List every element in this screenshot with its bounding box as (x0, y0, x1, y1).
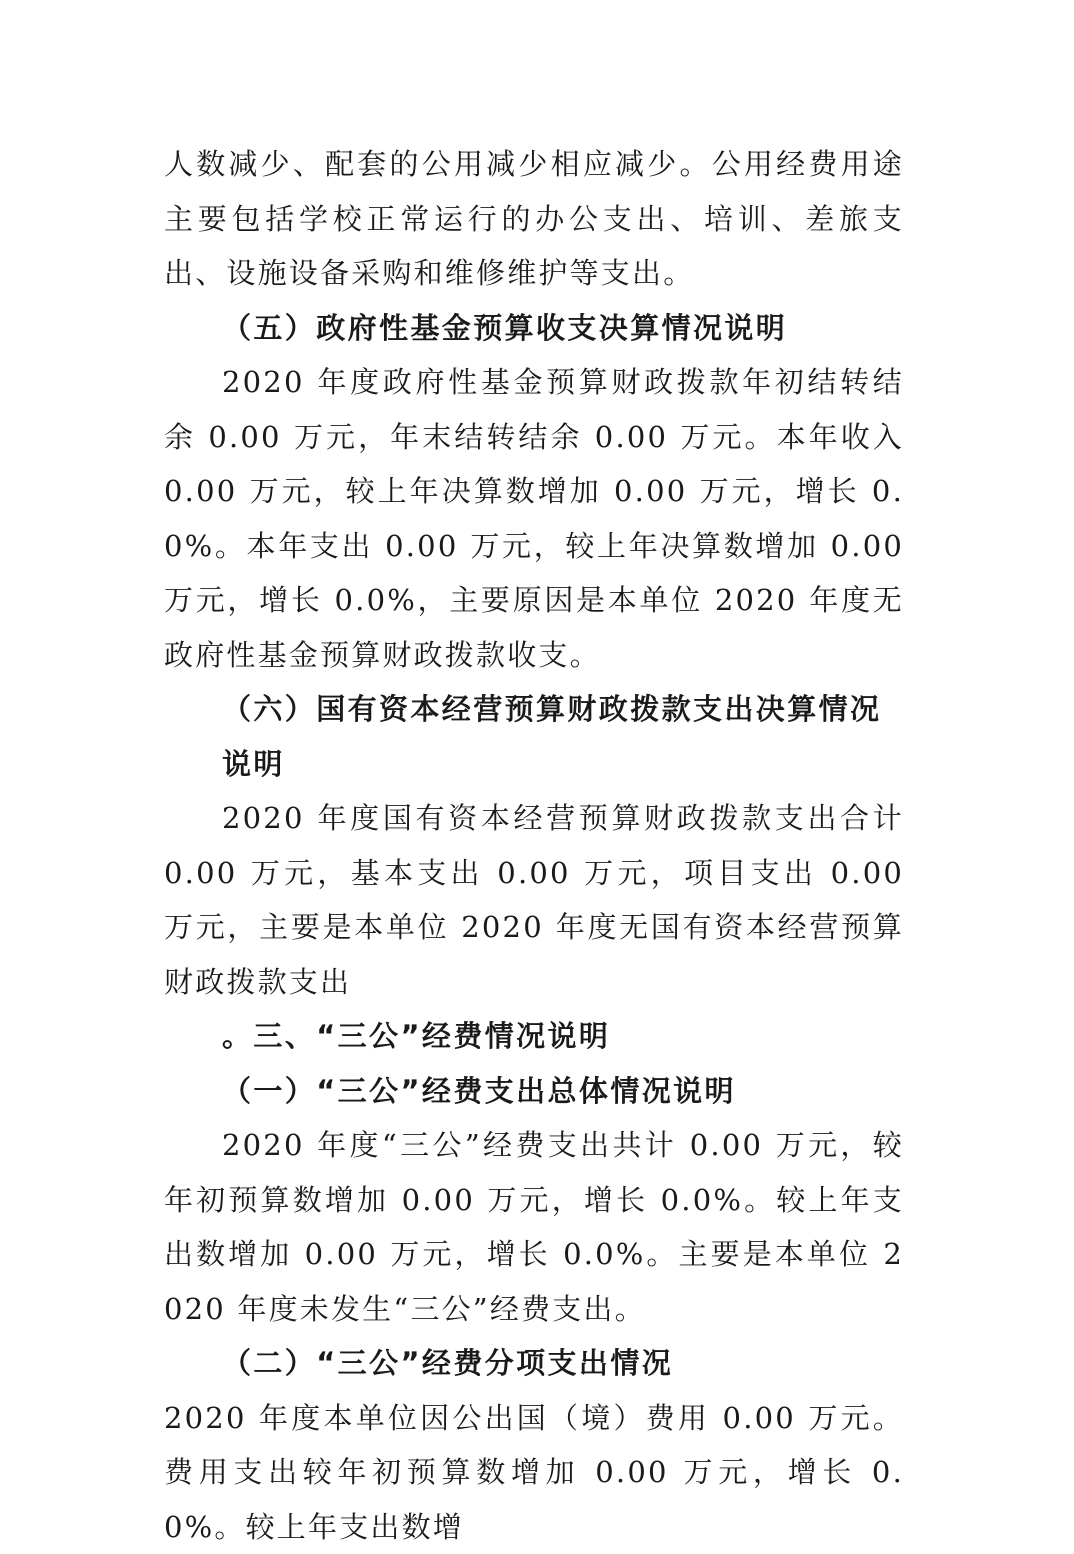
paragraph-government-fund: 2020 年度政府性基金预算财政拨款年初结转结余 0.00 万元，年末结转结余 0.00 万元。本年收入 0.00 万元，较上年决算数增加 0.00 万元，增长 0.0%。本年支出 0.00 万元，较上年决算数增加 0.00 万元，增长 0.0%，主要原因是本单位 2020 年度无政府性基金预算财政拨款收支。 (164, 355, 904, 682)
document-body (164, 137, 904, 1554)
paragraph-three-public-overall: 2020 年度“三公”经费支出共计 0.00 万元，较年初预算数增加 0.00 万元，增长 0.0%。较上年支出数增加 0.00 万元，增长 0.0%。主要是本单位 2020 年度未发生“三公”经费支出。 (164, 1118, 904, 1336)
heading-state-capital: （六）国有资本经营预算财政拨款支出决算情况说明 (164, 682, 904, 791)
heading-three-public-overall: （一）“三公”经费支出总体情况说明 (164, 1064, 904, 1119)
paragraph-three-public-itemized: 2020 年度本单位因公出国（境）费用 0.00 万元。费用支出较年初预算数增加 0.00 万元，增长 0.0%。较上年支出数增 (164, 1391, 904, 1554)
paragraph-state-capital: 2020 年度国有资本经营预算财政拨款支出合计 0.00 万元，基本支出 0.00 万元，项目支出 0.00 万元，主要是本单位 2020 年度无国有资本经营预算财政拨款支出 (164, 791, 904, 1009)
heading-three-public-section: 。三、“三公”经费情况说明 (164, 1009, 904, 1064)
heading-three-public-itemized: （二）“三公”经费分项支出情况 (164, 1336, 904, 1391)
paragraph-public-expenses: 人数减少、配套的公用减少相应减少。公用经费用途主要包括学校正常运行的办公支出、培训、差旅支出、设施设备采购和维修维护等支出。 (164, 137, 904, 301)
heading-government-fund: （五）政府性基金预算收支决算情况说明 (164, 301, 904, 356)
